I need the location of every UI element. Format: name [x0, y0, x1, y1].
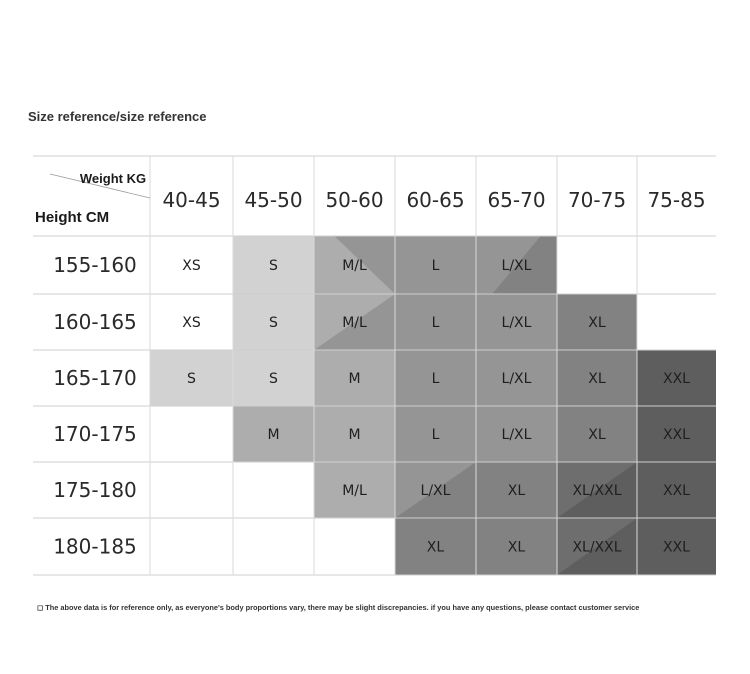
- height-axis-label: Height CM: [35, 209, 110, 226]
- weight-header: 60-65: [406, 188, 465, 212]
- weight-axis-label: Weight KG: [79, 171, 147, 186]
- size-label: XL: [507, 539, 526, 556]
- size-label: XL: [426, 539, 445, 556]
- height-header: 175-180: [53, 478, 137, 502]
- weight-header: 75-85: [647, 188, 706, 212]
- weight-header: 45-50: [244, 188, 303, 212]
- size-label: XXL: [663, 483, 690, 499]
- weight-header: 50-60: [325, 188, 384, 212]
- size-label: XXL: [663, 539, 690, 556]
- size-label: L: [431, 427, 440, 443]
- weight-header: 70-75: [567, 188, 627, 212]
- height-header: 170-175: [53, 422, 137, 446]
- size-label: XS: [182, 258, 201, 274]
- weight-header: 65-70: [487, 188, 546, 212]
- height-header: 180-185: [53, 534, 137, 559]
- size-label: XL/XXL: [572, 483, 622, 499]
- size-label: M: [348, 427, 361, 443]
- size-label: S: [269, 371, 278, 387]
- size-label: XS: [182, 315, 201, 331]
- size-label: L/XL: [501, 371, 532, 387]
- size-label: XL: [507, 483, 526, 499]
- size-label: M/L: [342, 258, 367, 274]
- size-label: L/XL: [501, 427, 532, 443]
- size-label: M/L: [342, 315, 367, 331]
- height-header: 155-160: [53, 253, 137, 277]
- disclaimer-note: ◻ The above data is for reference only, as everyone's body proportions vary, there may be slight discrepancies. if you have any questions, please contact customer service: [37, 603, 640, 612]
- weight-headers: [162, 188, 705, 212]
- size-label: S: [269, 315, 278, 331]
- size-label: M: [267, 427, 280, 443]
- size-label: S: [187, 371, 196, 387]
- height-header: 160-165: [53, 310, 137, 334]
- size-label: M/L: [342, 483, 367, 499]
- size-label: S: [269, 258, 278, 274]
- size-label: L: [431, 315, 440, 331]
- size-label: L/XL: [501, 258, 532, 274]
- size-label: XL/XXL: [572, 539, 622, 556]
- page-heading: Size reference/size reference: [28, 109, 207, 124]
- size-label: XL: [588, 427, 606, 443]
- size-label: XL: [588, 315, 606, 331]
- size-label: L/XL: [501, 315, 532, 331]
- size-label: XXL: [663, 427, 690, 443]
- size-label: L: [431, 258, 440, 274]
- size-label: XL: [588, 371, 606, 387]
- size-label: L/XL: [420, 483, 451, 499]
- size-label: XXL: [663, 371, 690, 387]
- weight-header: 40-45: [162, 188, 221, 212]
- height-header: 165-170: [53, 366, 137, 390]
- size-label: L: [431, 371, 440, 387]
- size-label: M: [348, 371, 361, 387]
